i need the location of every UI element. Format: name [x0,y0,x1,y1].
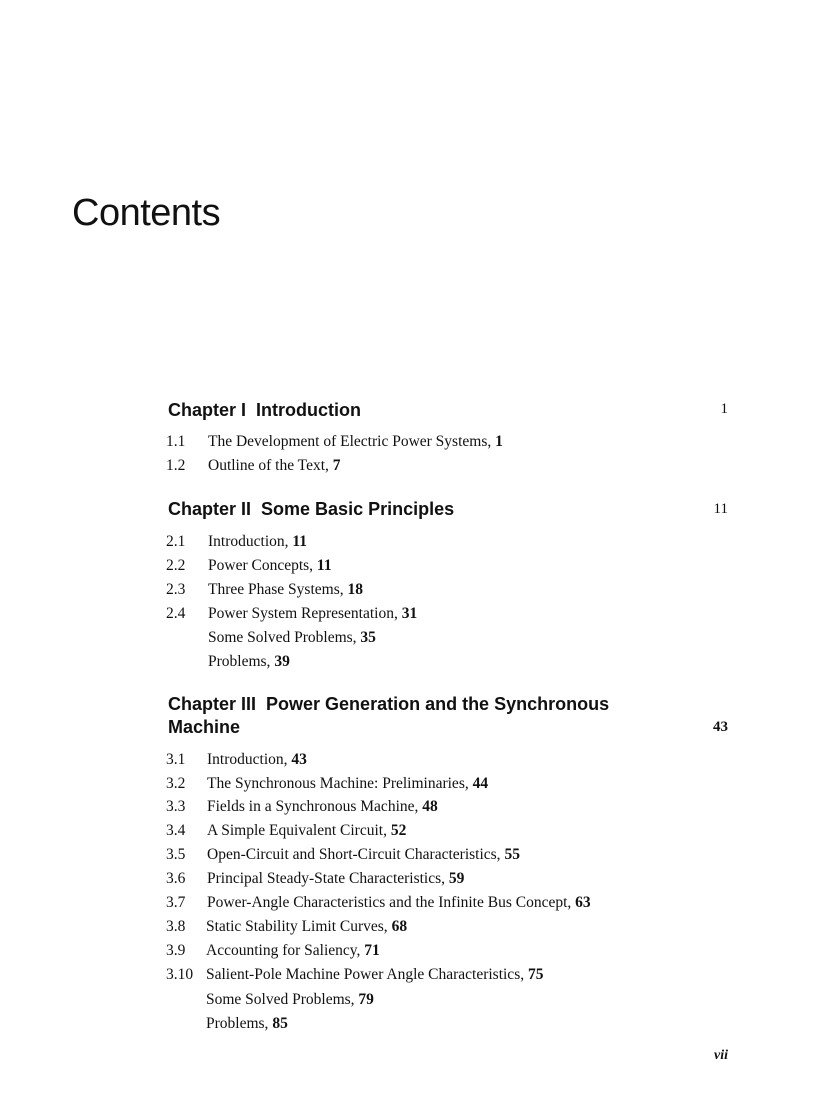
section-number: 3.9 [166,942,186,959]
section-title: Some Solved Problems, [206,991,355,1008]
chapter-title-line1: Power Generation and the Synchronous [266,694,610,714]
chapter-label: Chapter II [168,499,252,519]
section-title: Open-Circuit and Short-Circuit Characteristics, [207,846,501,863]
section-title: Power System Representation, [208,605,398,622]
section-number: 3.8 [166,918,186,935]
section-title: Power Concepts, [208,557,314,574]
section-number: 3.2 [166,775,186,792]
section-number: 2.3 [166,581,186,598]
section-title: Principal Steady-State Characteristics, [207,870,446,887]
section-title: Introduction, [207,751,288,768]
section-number: 1.2 [166,457,186,474]
section-title: Outline of the Text, [208,457,329,474]
section-title: Static Stability Limit Curves, [206,918,388,935]
section-page: 79 [358,991,374,1008]
chapter-page: 43 [713,719,728,735]
section-number: 3.5 [166,846,186,863]
section-number: 3.10 [166,966,194,983]
chapter-heading [168,399,728,422]
section-title: Power-Angle Characteristics and the Infinite Bus Concept, [207,894,572,911]
section-title: Accounting for Saliency, [206,942,361,959]
section-page: 68 [391,918,408,935]
chapter-title: Introduction [256,400,362,420]
section-number: 3.6 [166,870,186,887]
section-page: 55 [504,846,520,863]
page-folio: vii [714,1048,728,1063]
section-title: Three Phase Systems, [208,581,344,598]
section-title: Problems, [206,1015,269,1032]
section-page: 44 [472,775,489,792]
section-page: 39 [274,653,290,670]
section-page: 1 [495,433,503,450]
section-page: 59 [448,870,465,887]
chapter-title-line2: Machine [168,717,241,737]
section-page: 11 [316,557,332,574]
section-page: 7 [332,457,341,474]
section-page: 52 [390,822,407,839]
section-title: Problems, [208,653,271,670]
section-number: 2.2 [166,557,186,574]
section-number: 3.3 [166,798,186,815]
section-number: 3.7 [166,894,186,911]
section-number: 3.1 [166,751,186,768]
section-title: A Simple Equivalent Circuit, [207,822,387,839]
section-page: 75 [527,966,544,983]
chapter-label: Chapter I [168,400,247,420]
page-title: Contents [72,192,221,234]
chapter-heading [168,498,728,521]
chapter-page: 1 [720,401,728,417]
section-page: 48 [422,798,438,815]
section-number: 1.1 [166,433,186,450]
section-page: 11 [292,533,308,550]
section-title: The Development of Electric Power Systems, [208,433,492,450]
section-title: Fields in a Synchronous Machine, [207,798,419,815]
chapter-page: 11 [713,501,728,517]
section-title: The Synchronous Machine: Preliminaries, [207,775,469,792]
chapter-heading [168,693,728,739]
chapter-title: Some Basic Principles [261,499,455,519]
section-number: 2.4 [166,605,186,622]
section-page: 71 [364,942,380,959]
section-page: 18 [347,581,363,598]
section-page: 43 [291,751,307,768]
section-title: Salient-Pole Machine Power Angle Characteristics, [206,966,525,983]
section-title: Some Solved Problems, [208,629,357,646]
section-number: 2.1 [166,533,186,550]
section-page: 35 [360,629,376,646]
section-page: 63 [575,894,591,911]
section-page: 85 [272,1015,288,1032]
chapter-label: Chapter III [168,694,257,714]
section-title: Introduction, [208,533,289,550]
section-page: 31 [401,605,418,622]
section-number: 3.4 [166,822,186,839]
